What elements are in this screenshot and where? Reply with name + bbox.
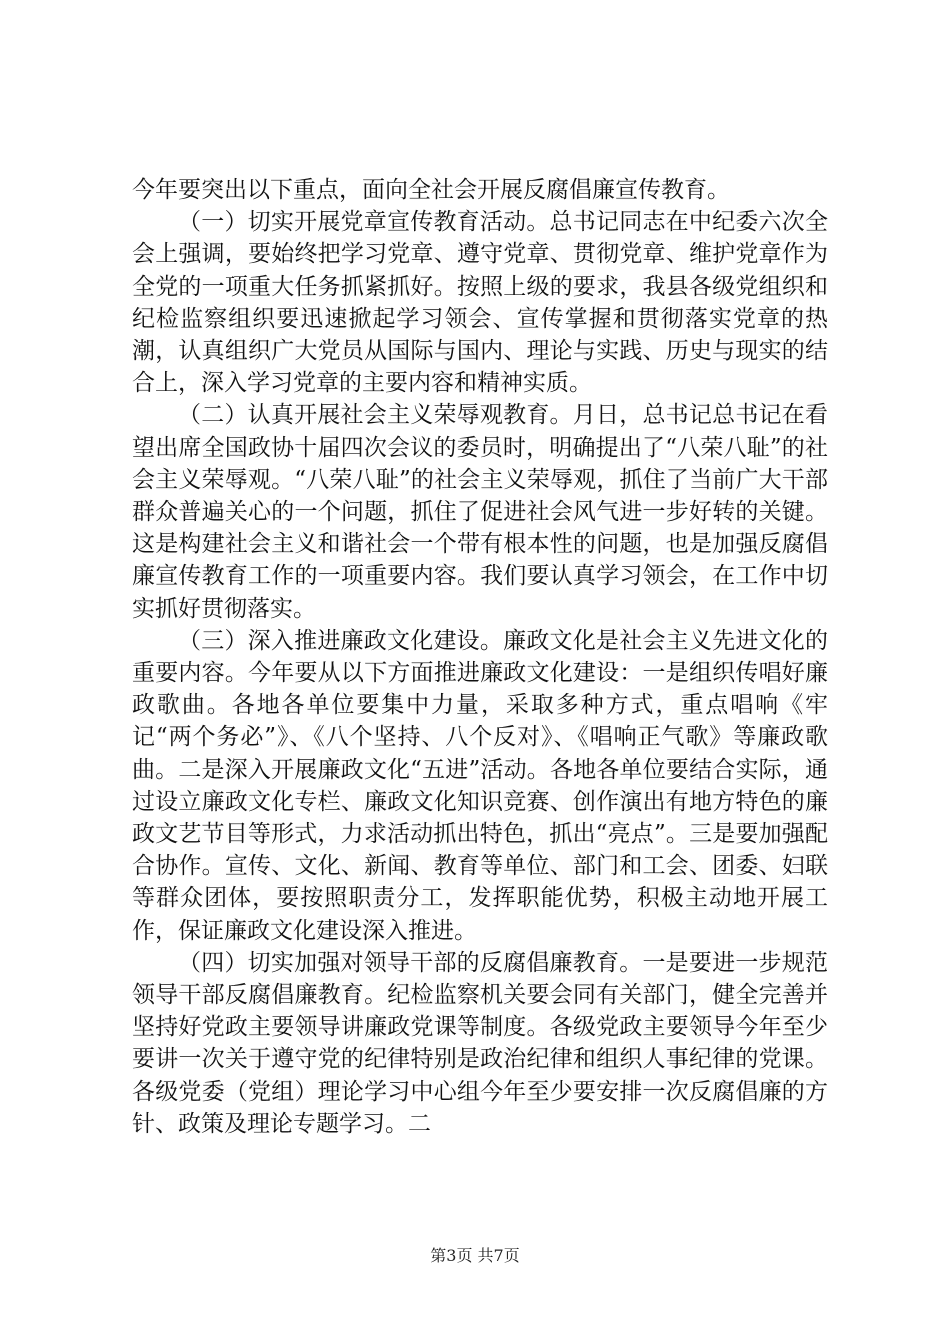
paragraph-intro: 今年要突出以下重点，面向全社会开展反腐倡廉宣传教育。 [132,177,730,203]
page-number-footer: 第3页 共7页 [430,1246,520,1265]
paragraph-section-4: （四）切实加强对领导干部的反腐倡廉教育。一是要进一步规范领导干部反腐倡廉教育。纪检监察机关要会同有关部门，健全完善并坚持好党政主要领导讲廉政党课等制度。各级党政主要领导今年至少要讲一次关于遵守党的纪律特别是政治纪律和组织人事纪律的党课。各级党委（党组）理论学习中心组今年至少要安排一次反腐倡廉的方针、政策及理论专题学习。二 [132,949,828,1137]
paragraph-section-2: （二）认真开展社会主义荣辱观教育。月日，总书记总书记在看望出席全国政协十届四次会议的委员时，明确提出了“八荣八耻”的社会主义荣辱观。“八荣八耻”的社会主义荣辱观，抓住了当前广大干部群众普遍关心的一个问题，抓住了促进社会风气进一步好转的关键。这是构建社会主义和谐社会一个带有根本性的问题，也是加强反腐倡廉宣传教育工作的一项重要内容。我们要认真学习领会，在工作中切实抓好贯彻落实。 [132,402,828,622]
paragraph-section-3: （三）深入推进廉政文化建设。廉政文化是社会主义先进文化的重要内容。今年要从以下方面推进廉政文化建设：一是组织传唱好廉政歌曲。各地各单位要集中力量，采取多种方式，重点唱响《牢记“两个务必”》、《八个坚持、八个反对》、《唱响正气歌》等廉政歌曲。二是深入开展廉政文化“五进”活动。各地各单位要结合实际，通过设立廉政文化专栏、廉政文化知识竞赛、创作演出有地方特色的廉政文艺节目等形式，力求活动抓出特色，抓出“亮点”。三是要加强配合协作。宣传、文化、新闻、教育等单位、部门和工会、团委、妇联等群众团体，要按照职责分工，发挥职能优势，积极主动地开展工作，保证廉政文化建设深入推进。 [132,627,828,944]
document-body [132,174,828,1140]
paragraph-section-1: （一）切实开展党章宣传教育活动。总书记同志在中纪委六次全会上强调，要始终把学习党章、遵守党章、贯彻党章、维护党章作为全党的一项重大任务抓紧抓好。按照上级的要求，我县各级党组织和纪检监察组织要迅速掀起学习领会、宣传掌握和贯彻落实党章的热潮，认真组织广大党员从国际与国内、理论与实践、历史与现实的结合上，深入学习党章的主要内容和精神实质。 [132,209,828,397]
